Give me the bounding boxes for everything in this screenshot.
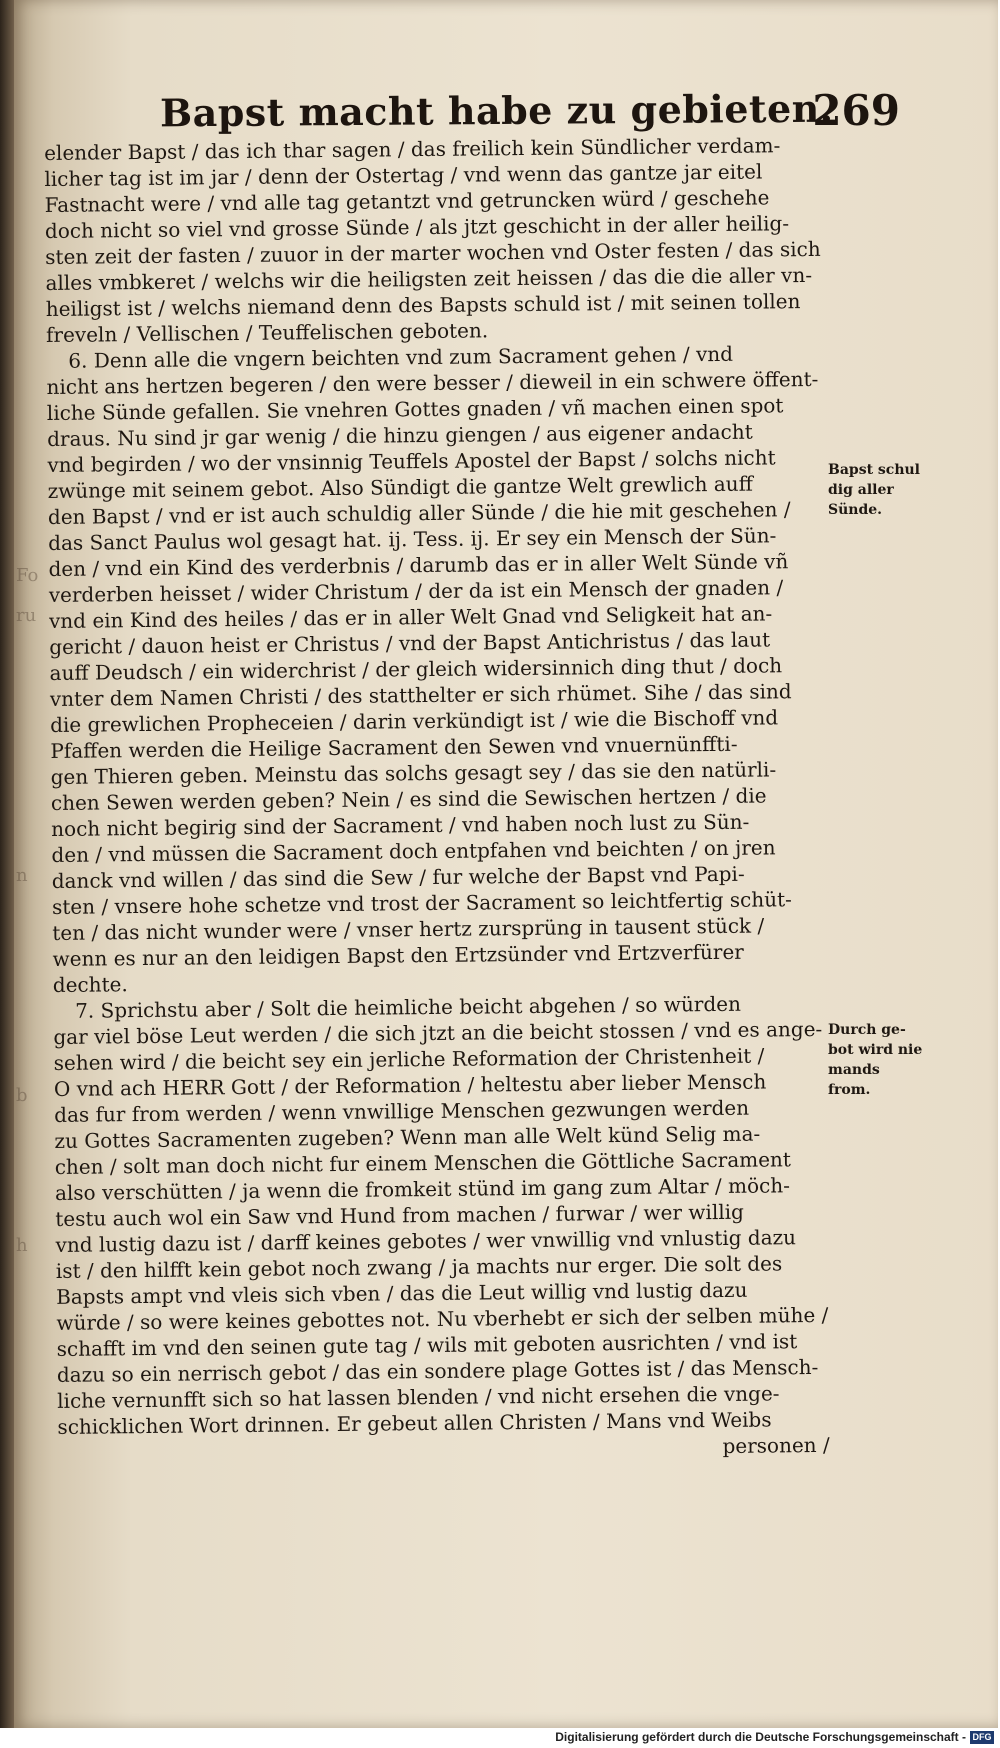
text-line: heiligst ist / welchs niemand denn des Bapsts schuld ist / mit seinen tollen xyxy=(45,289,801,321)
text-line: das Sanct Paulus wol gesagt hat. ij. Tess. ij. Er sey ein Mensch der Sün- xyxy=(48,523,777,555)
page-number: 269 xyxy=(812,86,900,135)
text-line: testu auch wol ein Saw vnd Hund from machen / furwar / wer willig xyxy=(55,1199,744,1231)
bleed-through-fragment: Fo xyxy=(16,565,39,586)
book-page xyxy=(14,0,998,1728)
text-line: danck vnd willen / das sind die Sew / fur welche der Bapst vnd Papi- xyxy=(51,861,745,893)
text-line: gar viel böse Leut werden / die sich jtzt an die beicht stossen / vnd es ange- xyxy=(53,1016,823,1049)
text-line: freveln / Vellischen / Teuffelischen geboten. xyxy=(45,318,489,347)
text-line: zwünge mit seinem gebot. Also Sündigt die gantze Welt grewlich auff xyxy=(47,471,753,503)
text-line: nicht ans hertzen begeren / den were besser / dieweil in ein schwere öffent- xyxy=(46,366,819,399)
text-line: O vnd ach HERR Gott / der Reformation / heltestu aber lieber Mensch xyxy=(53,1069,767,1101)
text-line: noch nicht begirig sind der Sacrament / vnd haben noch lust zu Sün- xyxy=(51,809,750,841)
text-line: vnd begirden / wo der vnsinnig Teuffels Apostel der Bapst / solchs nicht xyxy=(47,445,776,477)
bleed-through-fragment: h xyxy=(16,1235,28,1256)
text-line: chen Sewen werden geben? Nein / es sind die Sewischen hertzen / die xyxy=(50,783,767,815)
text-line: doch nicht so viel vnd grosse Sünde / als jtzt geschicht in der aller heilig- xyxy=(44,211,790,243)
text-line: also verschütten / ja wenn die fromkeit stünd im gang zum Altar / möch- xyxy=(54,1173,791,1205)
bleed-through-fragment: n xyxy=(16,865,28,886)
text-line: gen Thieren geben. Meinstu das solchs gesagt sey / das sie den natürli- xyxy=(50,757,777,789)
marginal-note-bapst xyxy=(828,460,920,520)
marginal-note-line: dig aller xyxy=(828,482,894,498)
text-line: den Bapst / vnd er ist auch schuldig aller Sünde / die hie mit geschehen / xyxy=(47,497,791,529)
text-line: 7. Sprichstu aber / Solt die heimliche beicht abgehen / so würden xyxy=(74,991,742,1023)
marginal-note-line: Sünde. xyxy=(828,502,883,518)
text-line: dazu so ein nerrisch gebot / das ein sondere plage Gottes ist / das Mensch- xyxy=(56,1354,819,1387)
text-line: den / vnd ein Kind des verderbnis / darumb das er in aller Welt Sünde vñ xyxy=(48,549,789,581)
text-line: sten zeit der fasten / zuuor in der marter wochen vnd Oster festen / das sich xyxy=(45,236,821,269)
text-line: dechte. xyxy=(52,972,128,997)
text-line: schicklichen Wort drinnen. Er gebeut allen Christen / Mans vnd Weibs xyxy=(57,1407,772,1439)
text-line: vnd ein Kind des heiles / das er in aller Welt Gnad vnd Seligkeit hat an- xyxy=(48,601,773,633)
marginal-note-line: Bapst schul xyxy=(828,462,920,478)
text-line: Fastnacht were / vnd alle tag getantzt vnd getruncken würd / geschehe xyxy=(44,185,770,217)
text-line: draus. Nu sind jr gar wenig / die hinzu giengen / aus eigener andacht xyxy=(47,419,753,451)
text-line: den / vnd müssen die Sacrament doch entpfahen vnd beichten / on jren xyxy=(51,835,776,867)
body-text xyxy=(44,132,836,1466)
marginal-note-line: Durch ge- xyxy=(828,1022,906,1038)
text-line: würde / so were keines gebottes not. Nu vberhebt er sich der selben mühe / xyxy=(56,1302,829,1335)
marginal-note-line: bot wird nie xyxy=(828,1042,923,1058)
text-line: gericht / dauon heist er Christus / vnd der Bapst Antichristus / das laut xyxy=(49,627,771,659)
text-line: die grewlichen Propheceien / darin verkündigt ist / wie die Bischoff vnd xyxy=(50,705,779,737)
footer-credit: Digitalisierung gefördert durch die Deutsche Forschungsgemeinschaft - xyxy=(555,1730,966,1744)
text-line: zu Gottes Sacramenten zugeben? Wenn man alle Welt künd Selig ma- xyxy=(54,1121,761,1153)
text-line: alles vmbkeret / welchs wir die heiligsten zeit heissen / das die die aller vn- xyxy=(45,262,813,295)
text-line: Bapsts ampt vnd vleis sich vben / das die Leut willig vnd lustig dazu xyxy=(55,1277,748,1309)
header-title: Bapst macht habe zu gebieten. xyxy=(159,85,834,136)
text-line: sehen wird / die beicht sey ein jerliche Reformation der Christenheit / xyxy=(53,1043,765,1075)
bleed-through-fragment: b xyxy=(16,1085,28,1106)
text-line: personen / xyxy=(722,1432,830,1458)
text-line: ten / das nicht wunder were / vnser hertz zursprüng in tausent stück / xyxy=(52,913,765,945)
text-line: liche vernunfft sich so hat lassen blenden / vnd nicht ersehen die vnge- xyxy=(57,1381,780,1413)
text-line: verderben heisset / wider Christum / der da ist ein Mensch der gnaden / xyxy=(48,575,784,607)
bleed-through-fragment: ru xyxy=(16,605,37,626)
text-line: licher tag ist im jar / denn der Ostertag / vnd wenn das gantze jar eitel xyxy=(44,159,763,191)
text-line: 6. Denn alle die vngern beichten vnd zum Sacrament gehen / vnd xyxy=(68,341,734,373)
marginal-note-line: from. xyxy=(828,1082,871,1098)
dfg-logo: DFG xyxy=(970,1731,994,1744)
marginal-note-gebot xyxy=(828,1020,922,1100)
text-line: auff Deudsch / ein widerchrist / der gleich widersinnich ding thut / doch xyxy=(49,653,783,685)
text-line: Pfaffen werden die Heilige Sacrament den Sewen vnd vnuernünffti- xyxy=(50,731,738,763)
text-line: sten / vnsere hohe schetze vnd trost der Sacrament so leichtfertig schüt- xyxy=(51,887,792,919)
text-line: liche Sünde gefallen. Sie vnehren Gottes gnaden / vñ machen einen spot xyxy=(46,393,784,425)
text-line: elender Bapst / das ich thar sagen / das freilich kein Sündlicher verdam- xyxy=(44,133,781,165)
text-line: chen / solt man doch nicht fur einem Menschen die Göttliche Sacrament xyxy=(54,1147,792,1179)
text-line: schafft im vnd den seinen gute tag / wils mit geboten ausrichten / vnd ist xyxy=(56,1329,798,1361)
text-line: vnter dem Namen Christi / des statthelter er sich rhümet. Sihe / das sind xyxy=(49,679,792,711)
text-line: das fur from werden / wenn vnwillige Menschen gezwungen werden xyxy=(54,1095,750,1127)
marginal-note-line: mands xyxy=(828,1062,880,1078)
text-line: vnd lustig dazu ist / darff keines gebotes / wer vnwillig vnd vnlustig dazu xyxy=(55,1225,797,1257)
text-line: wenn es nur an den leidigen Bapst den Ertzsünder vnd Ertzverfürer xyxy=(52,939,744,971)
text-line: ist / den hilfft kein gebot noch zwang / ja machts nur erger. Die solt des xyxy=(55,1251,783,1283)
